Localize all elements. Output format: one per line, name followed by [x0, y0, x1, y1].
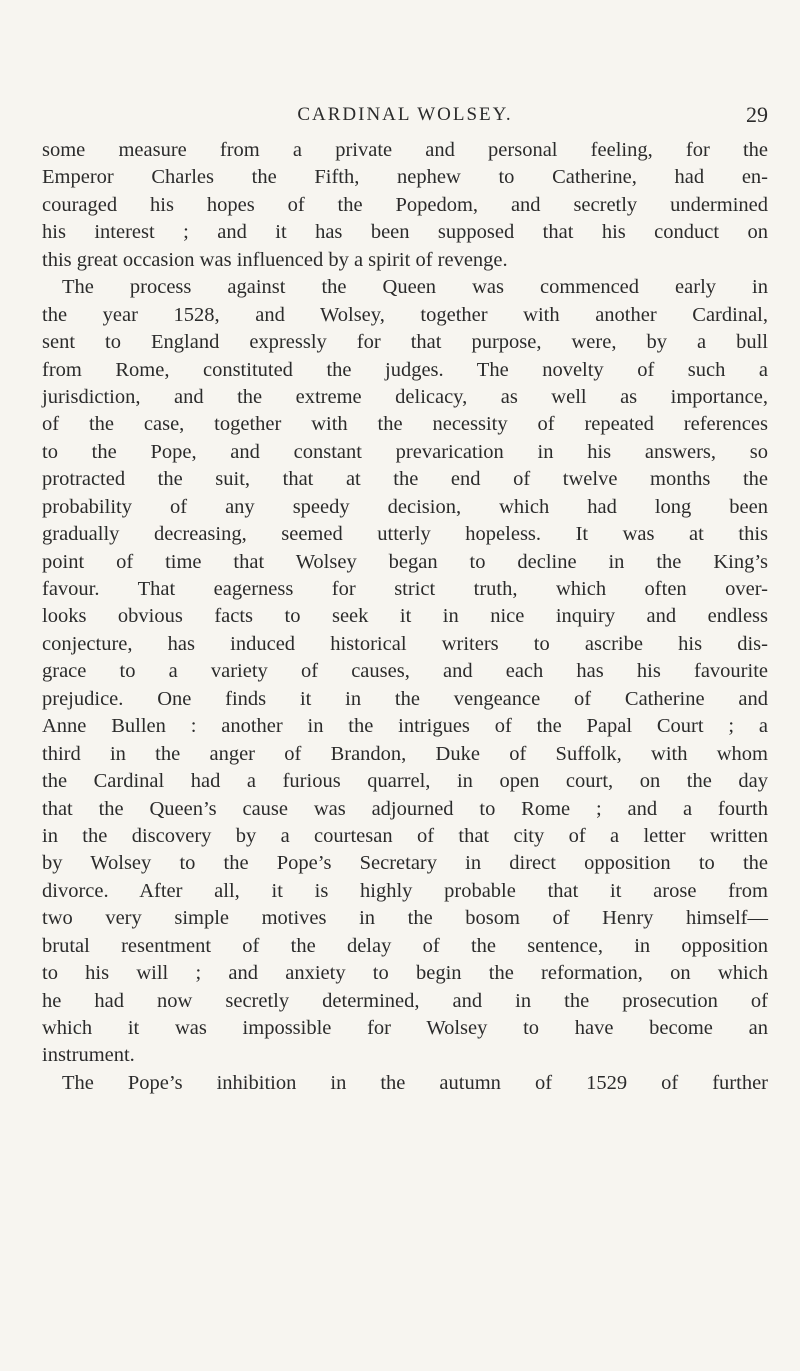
- text-line: protracted the suit, that at the end of twelve months the: [42, 468, 768, 491]
- text-line: in the discovery by a courtesan of that city of a letter written: [42, 824, 768, 847]
- text-line: prejudice. One finds it in the vengeance of Catherine and: [42, 687, 768, 710]
- text-line: he had now secretly determined, and in the prosecution of: [42, 989, 768, 1012]
- text-line: from Rome, constituted the judges. The novelty of such a: [42, 358, 768, 381]
- text-line: jurisdiction, and the extreme delicacy, as well as importance,: [42, 385, 768, 408]
- text-line: sent to England expressly for that purpose, were, by a bull: [42, 331, 768, 354]
- text-line: this great occasion was influenced by a spirit of revenge.: [42, 248, 508, 271]
- text-line: favour. That eagerness for strict truth, which often over-: [42, 578, 768, 600]
- body-text: [42, 137, 768, 1097]
- text-line: divorce. After all, it is highly probable that it arose from: [42, 879, 768, 902]
- text-line: The process against the Queen was commenced early in: [62, 276, 768, 299]
- text-line: by Wolsey to the Pope’s Secretary in direct opposition to the: [42, 852, 768, 875]
- text-line: two very simple motives in the bosom of Henry himself—: [42, 907, 768, 930]
- text-line: third in the anger of Brandon, Duke of Suffolk, with whom: [42, 742, 768, 765]
- text-line: point of time that Wolsey began to decline in the King’s: [42, 550, 768, 573]
- text-line: probability of any speedy decision, which had long been: [42, 495, 768, 518]
- text-line: Emperor Charles the Fifth, nephew to Catherine, had en-: [42, 166, 768, 189]
- text-line: the year 1528, and Wolsey, together with another Cardinal,: [42, 303, 768, 326]
- text-line: gradually decreasing, seemed utterly hopeless. It was at this: [42, 523, 768, 546]
- text-line: The Pope’s inhibition in the autumn of 1529 of further: [62, 1071, 768, 1094]
- text-line: some measure from a private and personal feeling, for the: [42, 139, 768, 161]
- running-head: [42, 98, 768, 132]
- text-line: the Cardinal had a furious quarrel, in open court, on the day: [42, 770, 768, 793]
- page-number: 29: [746, 102, 768, 127]
- text-line: Anne Bullen : another in the intrigues of the Papal Court ; a: [42, 715, 768, 738]
- running-title: CARDINAL WOLSEY.: [297, 104, 513, 125]
- text-line: which it was impossible for Wolsey to have become an: [42, 1017, 768, 1039]
- text-line: to his will ; and anxiety to begin the reformation, on which: [42, 962, 768, 985]
- text-line: couraged his hopes of the Popedom, and secretly undermined: [42, 193, 768, 216]
- text-line: that the Queen’s cause was adjourned to Rome ; and a fourth: [42, 797, 768, 820]
- text-line: of the case, together with the necessity of repeated references: [42, 413, 768, 436]
- text-line: instrument.: [42, 1044, 135, 1067]
- text-line: his interest ; and it has been supposed that his conduct on: [42, 221, 768, 244]
- text-line: brutal resentment of the delay of the sentence, in opposition: [42, 934, 768, 957]
- text-line: conjecture, has induced historical writers to ascribe his dis-: [42, 632, 768, 655]
- text-line: looks obvious facts to seek it in nice inquiry and endless: [42, 605, 768, 628]
- text-line: grace to a variety of causes, and each has his favourite: [42, 660, 768, 683]
- text-line: to the Pope, and constant prevarication in his answers, so: [42, 440, 768, 463]
